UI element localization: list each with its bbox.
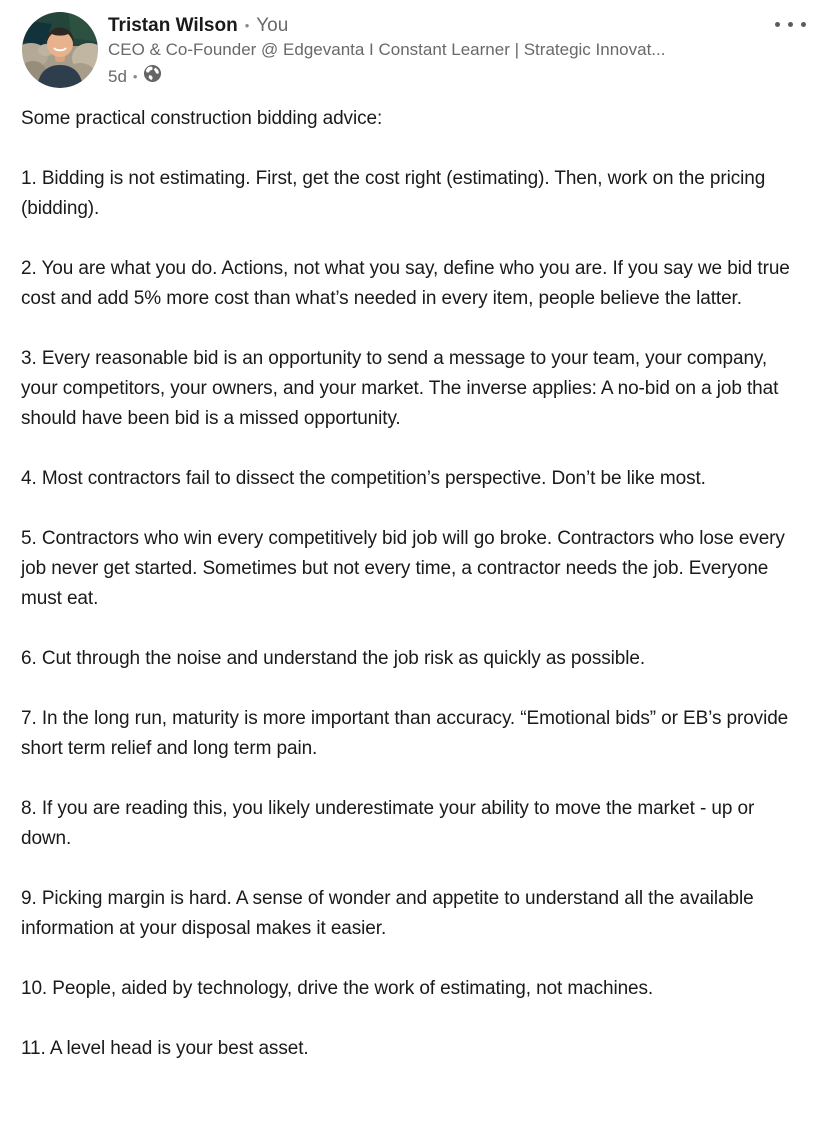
post-body xyxy=(0,88,828,1064)
author-headline: CEO & Co-Founder @ Edgevanta I Constant Learner | Strategic Innovat... xyxy=(108,40,666,59)
menu-dot xyxy=(775,22,780,27)
post-paragraph: 2. You are what you do. Actions, not what you say, define who you are. If you say we bid true cost and add 5% more cost than what’s needed in every item, people believe the latter. xyxy=(21,258,790,309)
post-paragraph: 10. People, aided by technology, drive the work of estimating, not machines. xyxy=(21,978,654,999)
globe-icon xyxy=(143,64,162,89)
post-paragraph: 3. Every reasonable bid is an opportunity to send a message to your team, your company, your competitors, your owners, and your market. The inverse applies: A no-bid on a job that should have been bid is a missed opportunity. xyxy=(21,348,779,429)
post-paragraph: 8. If you are reading this, you likely underestimate your ability to move the market - up or down. xyxy=(21,798,755,849)
post-paragraph: 4. Most contractors fail to dissect the competition’s perspective. Don’t be like most. xyxy=(21,468,706,489)
you-badge: You xyxy=(256,15,289,36)
author-name[interactable]: Tristan Wilson xyxy=(108,15,238,36)
post-paragraph: 1. Bidding is not estimating. First, get the cost right (estimating). Then, work on the pricing (bidding). xyxy=(21,168,766,219)
menu-dot xyxy=(788,22,793,27)
post-header xyxy=(0,0,828,88)
profile-photo-illustration xyxy=(22,12,98,88)
avatar[interactable] xyxy=(22,12,98,88)
author-row xyxy=(108,14,807,38)
post-timestamp: 5d xyxy=(108,66,127,86)
post-paragraph: Some practical construction bidding advice: xyxy=(21,108,383,129)
name-separator-dot: • xyxy=(244,18,250,33)
post-paragraph: 6. Cut through the noise and understand the job risk as quickly as possible. xyxy=(21,648,646,669)
post-paragraph: 11. A level head is your best asset. xyxy=(21,1038,309,1059)
post-paragraph: 7. In the long run, maturity is more important than accuracy. “Emotional bids” or EB’s provide short term relief and long term pain. xyxy=(21,708,789,759)
post-meta-row xyxy=(108,64,807,89)
post-paragraph: 5. Contractors who win every competitively bid job will go broke. Contractors who lose every job never get started. Sometimes but not every time, a contractor needs the job. Everyone must eat. xyxy=(21,528,785,609)
post-options-menu-button[interactable] xyxy=(768,12,812,36)
meta-separator-dot: • xyxy=(132,68,138,84)
menu-dot xyxy=(801,22,806,27)
post-paragraph: 9. Picking margin is hard. A sense of wonder and appetite to understand all the available information at your disposal makes it easier. xyxy=(21,888,754,939)
